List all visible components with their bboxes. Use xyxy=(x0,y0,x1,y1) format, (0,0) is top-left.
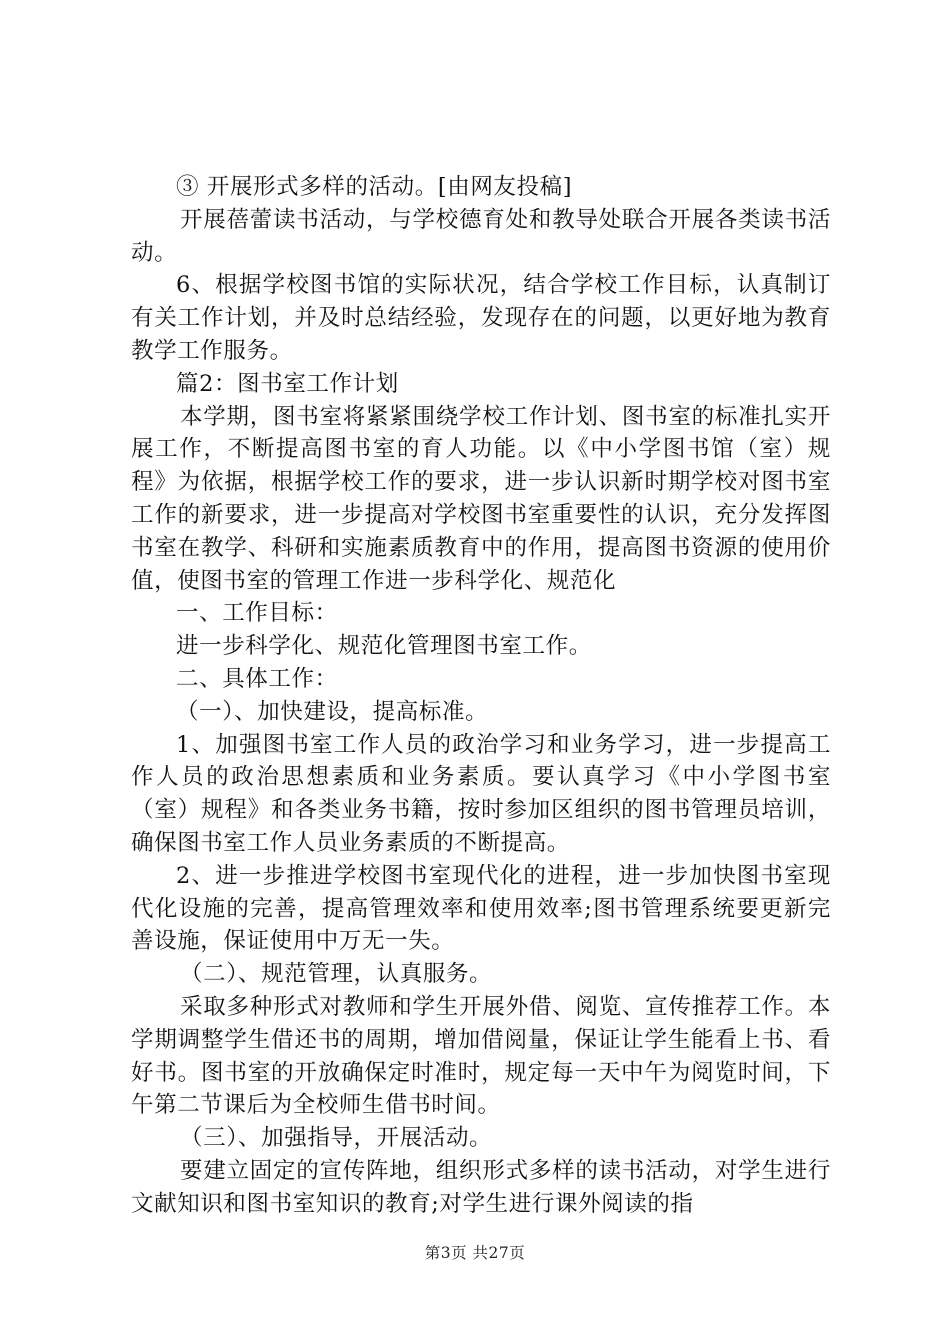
section-title-part-2: 篇2：图书室工作计划 xyxy=(176,370,399,397)
paragraph-work-goals: 进一步科学化、规范化管理图书室工作。 xyxy=(176,633,592,660)
page-number-footer: 第3页 共27页 xyxy=(424,1244,526,1262)
paragraph-activities-heading: ③ 开展形式多样的活动。[由网友投稿] xyxy=(176,174,573,200)
subheading-part-1: （一）、加快建设，提高标准。 xyxy=(176,698,489,725)
document-body xyxy=(131,171,831,1221)
paragraph-intro: 本学期，图书室将紧紧围绕学校工作计划、图书室的标准扎实开展工作，不断提高图书室的育人功能。以《中小学图书馆（室）规程》为依据，根据学校工作的要求，进一步认识新时期学校对图书室工作的新要求，进一步提高对学校图书室重要性的认识，充分发挥图书室在教学、科研和实施素质教育中的作用，提高图书资源的使用价值，使图书室的管理工作进一步科学化、规范化 xyxy=(131,403,831,594)
paragraph-reading-activities: 开展蓓蕾读书活动，与学校德育处和教导处联合开展各类读书活动。 xyxy=(131,206,831,266)
paragraph-item-2: 2、进一步推进学校图书室现代化的进程，进一步加快图书室现代化设施的完善，提高管理效率和使用效率;图书管理系统要更新完善设施，保证使用中万无一失。 xyxy=(131,862,831,955)
heading-specific-work: 二、具体工作： xyxy=(176,665,338,692)
paragraph-guidance: 要建立固定的宣传阵地，组织形式多样的读书活动，对学生进行文献知识和图书室知识的教育;对学生进行课外阅读的指 xyxy=(131,1157,831,1217)
paragraph-item-1: 1、加强图书室工作人员的政治学习和业务学习，进一步提高工作人员的政治思想素质和业务素质。要认真学习《中小学图书室（室）规程》和各类业务书籍，按时参加区组织的图书管理员培训，确保图书室工作人员业务素质的不断提高。 xyxy=(131,731,831,856)
subheading-part-2: （二）、规范管理，认真服务。 xyxy=(180,961,493,988)
paragraph-lending-service: 采取多种形式对教师和学生开展外借、阅览、宣传推荐工作。本学期调整学生借还书的周期，增加借阅量，保证让学生能看上书、看好书。图书室的开放确保定时准时，规定每一天中午为阅览时间，下午第二节课后为全校师生借书时间。 xyxy=(131,993,831,1119)
paragraph-item-6: 6、根据学校图书馆的实际状况，结合学校工作目标，认真制订有关工作计划，并及时总结经验，发现存在的问题，以更好地为教育教学工作服务。 xyxy=(131,272,831,364)
heading-work-goals: 一、工作目标： xyxy=(176,600,338,627)
subheading-part-3: （三）、加强指导，开展活动。 xyxy=(180,1125,493,1152)
